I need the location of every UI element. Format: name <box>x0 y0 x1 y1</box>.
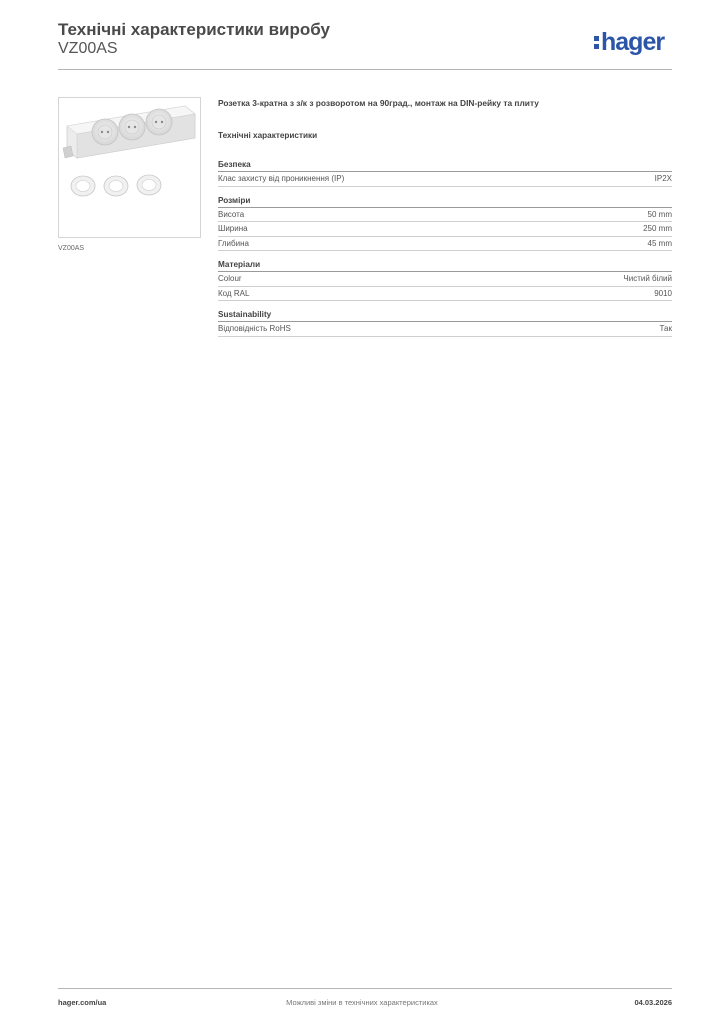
page-title: Технічні характеристики виробу <box>58 20 330 39</box>
spec-row <box>218 172 672 187</box>
spec-row <box>218 272 672 287</box>
logo-text: hager <box>601 28 665 56</box>
spec-group-title: Матеріали <box>218 259 672 272</box>
product-description: Розетка 3-кратна з з/к з розворотом на 90град., монтаж на DIN-рейку та плиту <box>218 98 539 108</box>
product-image-caption: VZ00AS <box>58 245 85 252</box>
spec-value: Так <box>659 324 672 333</box>
spec-value: IP2X <box>654 174 672 183</box>
spec-row <box>218 287 672 302</box>
header-divider <box>58 69 672 70</box>
spec-group-dimensions <box>218 195 672 252</box>
spec-label: Ширина <box>218 224 248 233</box>
spec-group-materials <box>218 259 672 301</box>
spec-label: Код RAL <box>218 288 250 298</box>
footer-date: 04.03.2026 <box>634 998 672 1007</box>
spec-row <box>218 237 672 252</box>
power-strip-illustration <box>59 98 200 237</box>
spec-value: 9010 <box>654 288 672 298</box>
logo-colon-icon <box>594 36 599 52</box>
spec-label: Висота <box>218 209 245 219</box>
spec-label: Відповідність RoHS <box>218 324 291 333</box>
spec-label: Клас захисту від проникнення (IP) <box>218 174 345 183</box>
spec-group-safety <box>218 159 672 187</box>
product-image <box>58 97 201 238</box>
spec-label: Colour <box>218 274 242 283</box>
product-code: VZ00AS <box>58 40 118 57</box>
spec-group-sustainability <box>218 309 672 337</box>
spec-value: 250 mm <box>643 224 672 233</box>
spec-label: Глибина <box>218 238 249 248</box>
spec-group-title: Безпека <box>218 159 672 172</box>
specs-table <box>218 131 672 345</box>
hager-logo <box>594 27 664 57</box>
spec-row <box>218 208 672 223</box>
spec-value: 50 mm <box>647 209 672 219</box>
footer-divider <box>58 988 672 989</box>
footer-disclaimer: Можливі зміни в технічних характеристиках <box>286 998 438 1007</box>
spec-value: Чистий білий <box>623 274 672 283</box>
spec-value: 45 mm <box>647 238 672 248</box>
spec-group-title: Sustainability <box>218 309 672 322</box>
specs-title: Технічні характеристики <box>218 131 318 140</box>
footer-website-link[interactable]: hager.com/ua <box>58 998 107 1007</box>
spec-row <box>218 222 672 237</box>
spec-row <box>218 322 672 337</box>
spec-group-title: Розміри <box>218 195 672 208</box>
